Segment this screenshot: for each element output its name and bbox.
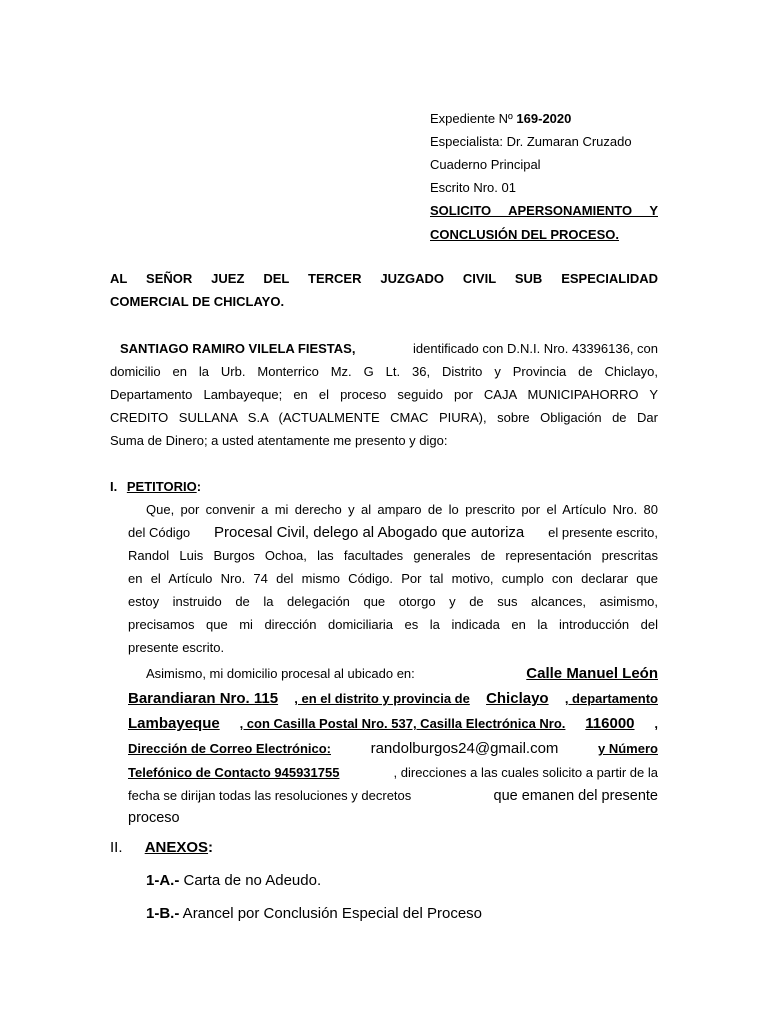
text-span: Procesal Civil, delego al Abogado que autoriza — [214, 524, 525, 541]
text-span: que emanen del presente — [493, 788, 658, 804]
body-line — [128, 662, 658, 687]
sumilla-line-2: CONCLUSIÓN DEL PROCESO. — [430, 227, 620, 242]
addressee-line-2: COMERCIAL DE CHICLAYO. — [110, 294, 285, 309]
annex-item — [146, 902, 482, 926]
escrito-line: Escrito Nro. 01 — [430, 180, 516, 195]
body-line — [128, 712, 658, 737]
text-span: 116000 — [585, 715, 635, 732]
text-span: el presente escrito, — [548, 525, 658, 540]
intro-paragraph — [110, 337, 658, 452]
body-line: estoy instruido de la delegación que otorgo y de sus alcances, asimismo, — [128, 594, 658, 609]
text-span: , en el distrito y provincia de — [294, 691, 470, 706]
intro-line — [110, 337, 658, 360]
body-line — [128, 521, 658, 544]
petitorio-heading — [110, 475, 201, 498]
body-line: en el Artículo Nro. 74 del mismo Código. Por tal motivo, cumplo con declarar que — [128, 571, 658, 586]
annex-item — [146, 869, 321, 893]
cuaderno-line: Cuaderno Principal — [430, 157, 541, 172]
text-span: , departamento — [564, 691, 658, 706]
section-number: I. — [110, 479, 118, 494]
section-number: II. — [110, 839, 123, 856]
body-line: precisamos que mi dirección domiciliaria es la indicada en la introducción del — [128, 617, 658, 632]
text-span: randolburgos24@gmail.com — [370, 740, 559, 757]
section-title: PETITORIO — [126, 479, 197, 494]
text-span: , con Casilla Postal Nro. 537, Casilla Electrónica Nro. — [239, 716, 566, 731]
body-line — [128, 737, 658, 761]
body-line: proceso — [128, 810, 180, 826]
body-line — [128, 761, 658, 784]
petitorio-paragraph-1 — [128, 498, 658, 659]
text-span: Chiclayo — [486, 690, 549, 707]
body-line: presente escrito. — [128, 640, 225, 655]
text-span: Barandiaran Nro. 115 — [128, 690, 279, 707]
especialista-line: Especialista: Dr. Zumaran Cruzado — [430, 134, 632, 149]
section-title: ANEXOS — [144, 839, 209, 856]
annex-code: 1-A.- — [146, 872, 180, 889]
annex-text: Carta de no Adeudo. — [179, 872, 322, 889]
text-span: y Número — [598, 741, 658, 756]
section-colon: : — [208, 839, 214, 856]
annex-code: 1-B.- — [146, 905, 180, 922]
text-span: Asimismo, mi domicilio procesal al ubicado en: — [146, 666, 415, 681]
text-span: , direcciones a las cuales solicito a partir de la — [393, 765, 658, 780]
intro-line: Suma de Dinero; a usted atentamente me presento y digo: — [110, 433, 448, 448]
text-span: Dirección de Correo Electrónico: — [128, 741, 331, 756]
body-line: Randol Luis Burgos Ochoa, las facultades generales de representación prescritas — [128, 548, 658, 563]
text-span: Calle Manuel León — [526, 665, 658, 682]
text-span: Lambayeque — [128, 715, 220, 732]
party-name: SANTIAGO RAMIRO VILELA FIESTAS, — [120, 341, 356, 356]
text-span: Telefónico de Contacto 945931755 — [128, 765, 340, 780]
body-line: Que, por convenir a mi derecho y al amparo de lo prescrito por el Artículo Nro. 80 — [146, 502, 658, 517]
body-line — [128, 784, 658, 807]
intro-line: domicilio en la Urb. Monterrico Mz. G Lt. 36, Distrito y Provincia de Chiclayo, — [110, 364, 658, 379]
sumilla-line-1: SOLICITO APERSONAMIENTO Y — [430, 203, 658, 218]
anexos-heading — [110, 836, 213, 860]
annex-text: Arancel por Conclusión Especial del Proceso — [179, 905, 483, 922]
expediente-number: 169-2020 — [516, 111, 572, 126]
text-span: , — [654, 716, 658, 731]
text-span: del Código — [128, 525, 191, 540]
section-colon: : — [196, 479, 202, 494]
text-span: fecha se dirijan todas las resoluciones y decretos — [128, 788, 412, 803]
intro-text: identificado con D.N.I. Nro. 43396136, con — [413, 341, 658, 356]
body-line — [128, 687, 658, 712]
petitorio-paragraph-2 — [128, 662, 658, 830]
addressee-line-1: AL SEÑOR JUEZ DEL TERCER JUZGADO CIVIL SUB ESPECIALIDAD — [110, 271, 658, 286]
intro-line: Departamento Lambayeque; en el proceso seguido por CAJA MUNICIPAHORRO Y — [110, 387, 658, 402]
expediente-label: Expediente Nº — [430, 111, 517, 126]
expediente-line — [430, 107, 571, 130]
intro-line: CREDITO SULLANA S.A (ACTUALMENTE CMAC PIURA), sobre Obligación de Dar — [110, 410, 658, 425]
